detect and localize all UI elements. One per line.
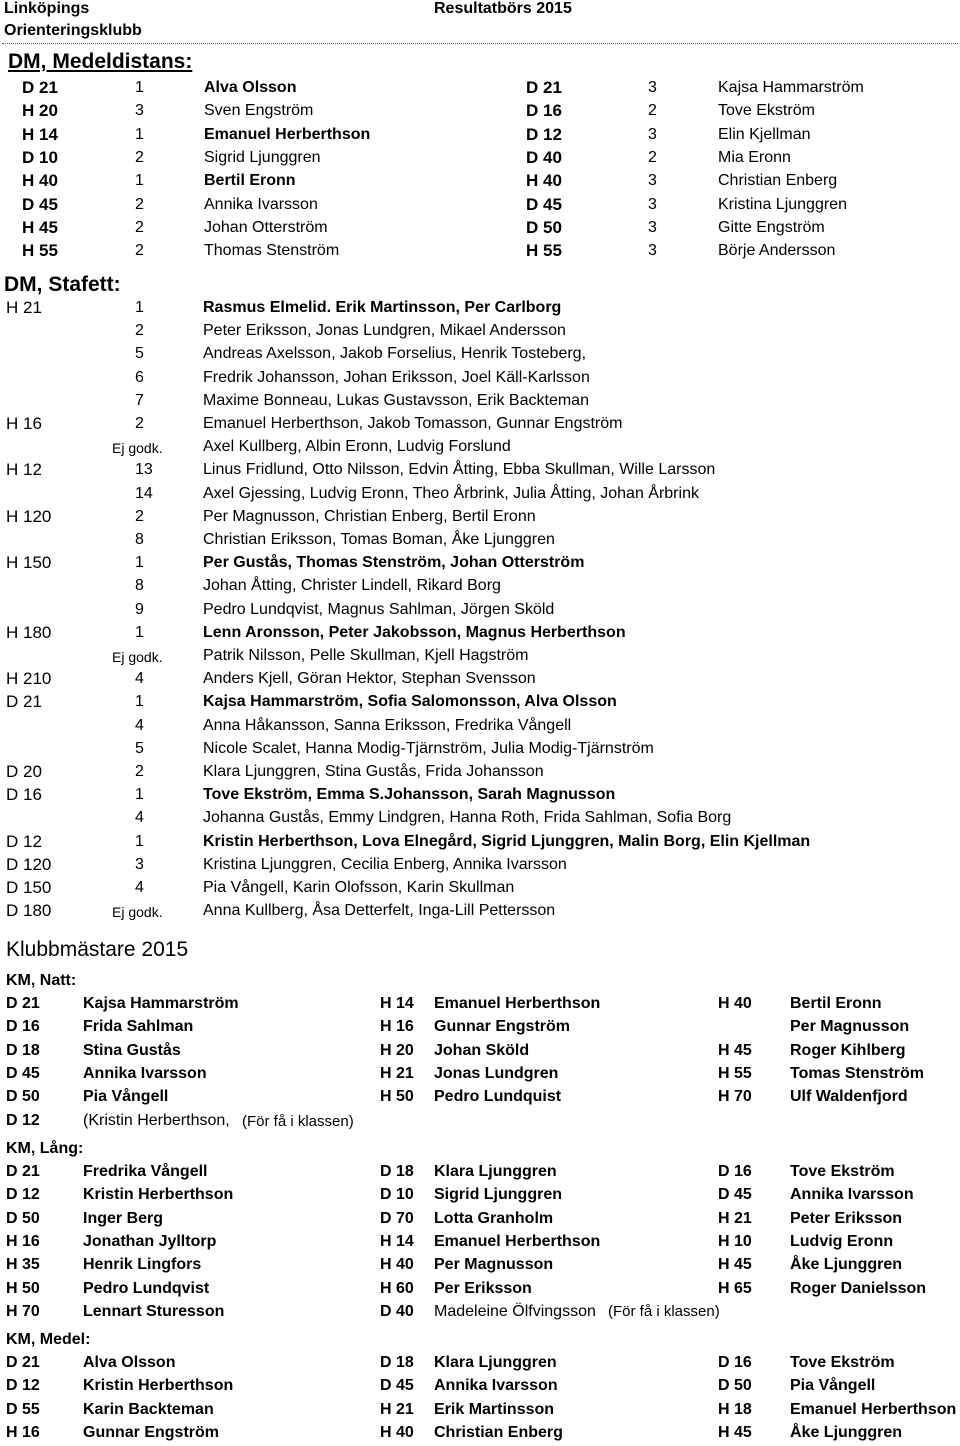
class-label: H 45 [718, 1041, 752, 1059]
class-label: D 45 [380, 1377, 414, 1395]
class-label: D 70 [380, 1209, 414, 1227]
class-label: H 16 [6, 1232, 40, 1250]
team-members: Johanna Gustås, Emmy Lindgren, Hanna Roth, Frida Sahlman, Sofia Borg [203, 809, 732, 827]
runner-name: Kajsa Hammarström [718, 79, 864, 96]
champion-name: Alva Olsson [83, 1354, 176, 1371]
place: 1 [135, 125, 144, 143]
place: 2 [135, 763, 144, 780]
champion-name: Kristin Herberthson [83, 1377, 234, 1395]
champion-name: Klara Ljunggren [434, 1163, 557, 1180]
team-members: Per Magnusson, Christian Enberg, Bertil Eronn [203, 507, 536, 525]
place: Ej godk. [112, 440, 163, 457]
champion-name: Gunnar Engström [83, 1423, 220, 1441]
team-members: Fredrik Johansson, Johan Eriksson, Joel Käll-Karlsson [203, 368, 590, 386]
place: 4 [135, 879, 144, 896]
header-divider [2, 43, 958, 44]
team-members: Pedro Lundqvist, Magnus Sahlman, Jörgen Sköld [203, 600, 555, 618]
place: 3 [648, 172, 657, 190]
place: Ej godk. [112, 649, 163, 665]
team-members: Maxime Bonneau, Lukas Gustavsson, Erik Backteman [203, 391, 589, 409]
class-label: H 45 [718, 1256, 752, 1274]
runner-name: Bertil Eronn [204, 172, 296, 190]
champion-name: Åke Ljunggren [790, 1256, 903, 1274]
class-label: D 16 [6, 1018, 40, 1036]
class-label: D 16 [718, 1354, 752, 1371]
place: 1 [135, 786, 144, 804]
champion-name: Tove Ekström [790, 1163, 895, 1180]
class-label: H 210 [6, 669, 52, 689]
class-label: D 20 [6, 762, 42, 781]
place: 1 [135, 299, 144, 316]
class-label: H 21 [6, 298, 42, 317]
runner-name: Alva Olsson [204, 79, 297, 96]
class-label: D 18 [6, 1041, 40, 1059]
place: 4 [135, 716, 144, 734]
class-label: D 12 [6, 831, 42, 851]
runner-name: Christian Enberg [718, 172, 838, 190]
class-label: D 18 [380, 1354, 414, 1371]
place: 5 [135, 739, 144, 757]
team-members: Anders Kjell, Göran Hektor, Stephan Svensson [203, 670, 536, 688]
section-title-stafett: DM, Stafett: [4, 273, 121, 296]
champion-name: Tomas Stenström [790, 1064, 924, 1082]
place: 2 [135, 148, 144, 166]
runner-name: Elin Kjellman [718, 125, 811, 143]
team-members: Peter Eriksson, Jonas Lundgren, Mikael Andersson [203, 322, 566, 340]
champion-name: Pia Vångell [790, 1377, 876, 1395]
class-label: H 18 [718, 1400, 752, 1418]
team-members: Anna Kullberg, Åsa Detterfelt, Inga-Lill Pettersson [203, 902, 556, 920]
team-members: Nicole Scalet, Hanna Modig-Tjärnström, Julia Modig-Tjärnström [203, 739, 654, 757]
class-label: D 50 [718, 1377, 752, 1395]
place: 1 [135, 832, 144, 850]
class-label: D 21 [22, 78, 58, 97]
class-label: H 60 [380, 1279, 414, 1297]
champion-name: Pia Vångell [83, 1088, 169, 1106]
place: 1 [135, 172, 144, 190]
class-label: H 16 [380, 1018, 414, 1036]
champion-name: Lennart Sturesson [83, 1302, 225, 1320]
class-label: H 10 [718, 1232, 752, 1250]
place: Ej godk. [112, 904, 163, 921]
champion-name: Annika Ivarsson [790, 1186, 914, 1204]
class-label: H 14 [380, 995, 414, 1012]
team-members: Lenn Aronsson, Peter Jakobsson, Magnus Herberthson [203, 623, 626, 641]
team-members: Klara Ljunggren, Stina Gustås, Frida Johansson [203, 763, 544, 780]
class-label: H 40 [380, 1423, 414, 1441]
place: 5 [135, 345, 144, 363]
champion-name: Pedro Lundqvist [83, 1279, 210, 1297]
team-members: Johan Åtting, Christer Lindell, Rikard Borg [203, 577, 501, 595]
champion-name: Roger Kihlberg [790, 1041, 906, 1059]
place: 1 [135, 623, 144, 641]
class-label: D 120 [6, 854, 52, 874]
class-label: D 50 [526, 217, 562, 237]
subsection-title-km-medel: KM, Medel: [6, 1331, 91, 1348]
runner-name: Kristina Ljunggren [718, 195, 847, 213]
class-label: D 16 [718, 1163, 752, 1180]
class-label: D 45 [22, 194, 58, 214]
class-label: H 180 [6, 622, 52, 642]
class-label: D 21 [526, 78, 562, 97]
champion-name: Erik Martinsson [434, 1400, 555, 1418]
place: 1 [135, 554, 144, 572]
champion-name: Jonathan Jylltorp [83, 1232, 217, 1250]
runner-name: Sigrid Ljunggren [204, 148, 321, 166]
team-members: Kristina Ljunggren, Cecilia Enberg, Annika Ivarsson [203, 855, 567, 873]
runner-name: Thomas Stenström [204, 242, 340, 260]
class-label: H 45 [718, 1423, 752, 1441]
note: (För få i klassen) [242, 1112, 354, 1130]
team-members: Axel Kullberg, Albin Eronn, Ludvig Forslund [203, 438, 511, 456]
class-label: D 21 [6, 1163, 40, 1180]
class-label: D 12 [6, 1111, 40, 1129]
place: 7 [135, 391, 144, 409]
place: 14 [135, 484, 153, 502]
class-label: D 10 [22, 147, 58, 167]
champion-name: Frida Sahlman [83, 1018, 194, 1036]
champion-name: Kajsa Hammarström [83, 995, 239, 1012]
champion-name: Annika Ivarsson [434, 1377, 558, 1395]
class-label: H 35 [6, 1256, 40, 1274]
champion-name: (Kristin Herberthson, [83, 1111, 230, 1129]
place: 3 [135, 102, 144, 120]
subsection-title-km-natt: KM, Natt: [6, 972, 77, 989]
place: 9 [135, 600, 144, 618]
runner-name: Annika Ivarsson [204, 195, 318, 213]
champion-name: Åke Ljunggren [790, 1423, 903, 1441]
class-label: H 120 [6, 506, 52, 526]
class-label: D 45 [718, 1186, 752, 1204]
document-title: Resultatbörs 2015 [434, 0, 572, 17]
class-label: D 16 [526, 101, 562, 121]
team-members: Tove Ekström, Emma S.Johansson, Sarah Magnusson [203, 786, 616, 804]
place: 2 [135, 218, 144, 236]
champion-name: Sigrid Ljunggren [434, 1186, 562, 1204]
team-members: Kajsa Hammarström, Sofia Salomonsson, Alva Olsson [203, 693, 617, 711]
champion-name: Inger Berg [83, 1209, 164, 1227]
place: 2 [648, 102, 657, 120]
class-label: H 40 [380, 1256, 414, 1274]
place: 2 [135, 322, 144, 340]
champion-name: Lotta Granholm [434, 1209, 554, 1227]
club-name-line1: Linköpings [4, 0, 90, 17]
note: (För få i klassen) [608, 1302, 720, 1320]
place: 3 [648, 218, 657, 236]
place: 2 [135, 507, 144, 525]
champion-name: Stina Gustås [83, 1041, 181, 1059]
class-label: H 12 [6, 460, 42, 480]
runner-name: Börje Andersson [718, 242, 836, 260]
team-members: Axel Gjessing, Ludvig Eronn, Theo Årbrink, Julia Åtting, Johan Årbrink [203, 484, 699, 502]
team-members: Pia Vångell, Karin Olofsson, Karin Skullman [203, 879, 515, 896]
subsection-title-km-lang: KM, Lång: [6, 1140, 84, 1157]
class-label: D 10 [380, 1186, 414, 1204]
class-label: H 150 [6, 553, 52, 573]
class-label: H 50 [6, 1279, 40, 1297]
runner-name: Tove Ekström [718, 102, 815, 120]
class-label: H 40 [718, 995, 752, 1012]
place: 4 [135, 670, 144, 688]
champion-name: Jonas Lundgren [434, 1064, 559, 1082]
class-label: H 20 [22, 101, 58, 121]
place: 2 [135, 415, 144, 432]
class-label: D 21 [6, 1354, 40, 1371]
place: 3 [648, 242, 657, 260]
champion-name: Per Magnusson [434, 1256, 554, 1274]
team-members: Christian Eriksson, Tomas Boman, Åke Ljunggren [203, 531, 555, 548]
place: 2 [135, 195, 144, 213]
place: 2 [135, 242, 144, 260]
team-members: Anna Håkansson, Sanna Eriksson, Fredrika Vångell [203, 716, 572, 734]
champion-name: Per Magnusson [790, 1018, 910, 1036]
class-label: D 150 [6, 878, 52, 897]
class-label: D 12 [6, 1186, 40, 1204]
runner-name: Emanuel Herberthson [204, 125, 371, 143]
runner-name: Johan Otterström [204, 218, 328, 236]
place: 4 [135, 809, 144, 827]
champion-name: Emanuel Herberthson [434, 995, 601, 1012]
class-label: H 70 [718, 1088, 752, 1106]
runner-name: Gitte Engström [718, 218, 825, 236]
class-label: H 70 [6, 1302, 40, 1320]
class-label: H 21 [380, 1400, 414, 1418]
class-label: H 40 [526, 171, 562, 191]
class-label: D 16 [6, 785, 42, 805]
champion-name: Gunnar Engström [434, 1018, 571, 1036]
class-label: D 40 [380, 1302, 414, 1320]
class-label: D 50 [6, 1088, 40, 1106]
champion-name: Per Eriksson [434, 1279, 532, 1297]
team-members: Per Gustås, Thomas Stenström, Johan Otterström [203, 554, 585, 572]
champion-name: Christian Enberg [434, 1423, 563, 1441]
class-label: D 21 [6, 995, 40, 1012]
runner-name: Sven Engström [204, 102, 314, 120]
class-label: D 21 [6, 692, 42, 712]
place: 13 [135, 461, 153, 479]
class-label: D 18 [380, 1163, 414, 1180]
class-label: H 14 [22, 124, 58, 144]
class-label: H 21 [380, 1064, 414, 1082]
place: 3 [648, 125, 657, 143]
class-label: D 12 [526, 124, 562, 144]
champion-name: Pedro Lundquist [434, 1088, 562, 1106]
class-label: D 45 [526, 194, 562, 214]
section-title-klubbmastare: Klubbmästare 2015 [6, 938, 189, 961]
class-label: H 16 [6, 414, 42, 433]
class-label: H 45 [22, 217, 58, 237]
class-label: H 14 [380, 1232, 414, 1250]
place: 1 [135, 79, 144, 96]
class-label: H 55 [718, 1064, 752, 1082]
place: 3 [648, 195, 657, 213]
runner-name: Mia Eronn [718, 148, 791, 166]
champion-name: Johan Sköld [434, 1041, 530, 1059]
place: 1 [135, 693, 144, 711]
team-members: Andreas Axelsson, Jakob Forselius, Henrik Tosteberg, [203, 345, 587, 363]
team-members: Kristin Herberthson, Lova Elnegård, Sigrid Ljunggren, Malin Borg, Elin Kjellman [203, 832, 811, 850]
team-members: Emanuel Herberthson, Jakob Tomasson, Gunnar Engström [203, 415, 623, 432]
class-label: D 55 [6, 1400, 40, 1418]
class-label: H 50 [380, 1088, 414, 1106]
champion-name: Kristin Herberthson [83, 1186, 234, 1204]
team-members: Rasmus Elmelid. Erik Martinsson, Per Carlborg [203, 299, 562, 316]
place: 8 [135, 531, 144, 548]
section-title-medeldistans: DM, Medeldistans: [8, 50, 193, 73]
champion-name: Emanuel Herberthson [434, 1232, 601, 1250]
class-label: H 16 [6, 1423, 40, 1441]
champion-name: Ulf Waldenfjord [790, 1088, 908, 1106]
place: 8 [135, 577, 144, 595]
champion-name: Henrik Lingfors [83, 1256, 202, 1274]
place: 3 [648, 79, 657, 96]
team-members: Linus Fridlund, Otto Nilsson, Edvin Åtting, Ebba Skullman, Wille Larsson [203, 461, 716, 479]
place: 6 [135, 368, 144, 386]
champion-name: Annika Ivarsson [83, 1064, 207, 1082]
champion-name: Fredrika Vångell [83, 1163, 208, 1180]
class-label: D 180 [6, 901, 52, 921]
champion-name: Tove Ekström [790, 1354, 895, 1371]
place: 3 [135, 855, 144, 873]
champion-name: Bertil Eronn [790, 995, 882, 1012]
champion-name: Madeleine Ölfvingsson [434, 1302, 596, 1320]
class-label: H 40 [22, 171, 58, 191]
champion-name: Peter Eriksson [790, 1209, 903, 1227]
champion-name: Karin Backteman [83, 1400, 214, 1418]
champion-name: Roger Danielsson [790, 1279, 927, 1297]
class-label: D 45 [6, 1064, 40, 1082]
class-label: H 55 [526, 241, 562, 261]
class-label: H 20 [380, 1041, 414, 1059]
club-name-line2: Orienteringsklubb [4, 22, 142, 39]
class-label: D 40 [526, 147, 562, 167]
class-label: D 50 [6, 1209, 40, 1227]
place: 2 [648, 148, 657, 166]
class-label: H 55 [22, 241, 58, 261]
champion-name: Emanuel Herberthson [790, 1400, 957, 1418]
class-label: H 65 [718, 1279, 752, 1297]
class-label: D 12 [6, 1377, 40, 1395]
class-label: H 21 [718, 1209, 752, 1227]
team-members: Patrik Nilsson, Pelle Skullman, Kjell Hagström [203, 647, 529, 664]
champion-name: Klara Ljunggren [434, 1354, 557, 1371]
champion-name: Ludvig Eronn [790, 1232, 894, 1250]
